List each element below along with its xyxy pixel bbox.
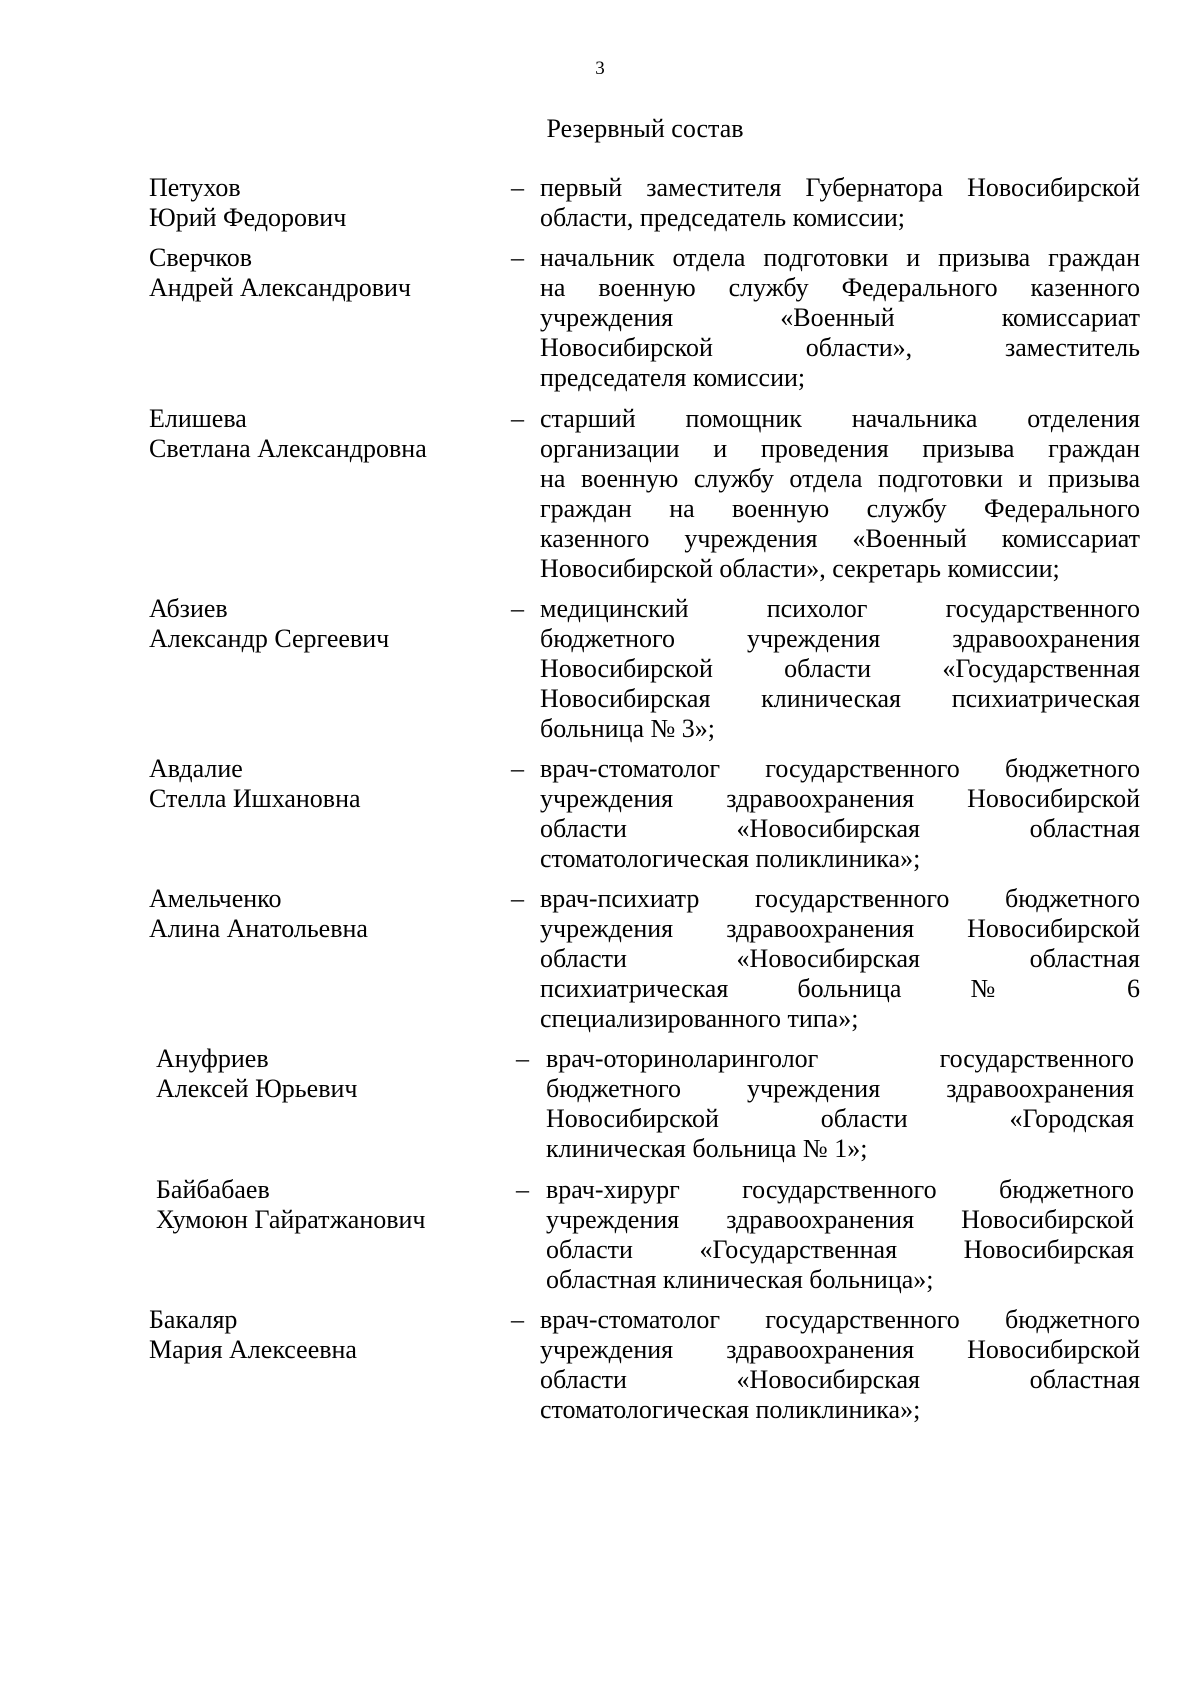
position-line: области «Новосибирская областная (540, 814, 1140, 843)
member-surname: Авдалие (149, 754, 243, 783)
member-entry (0, 884, 1200, 1033)
member-name (156, 1044, 496, 1104)
member-given-names: Алексей Юрьевич (156, 1074, 358, 1103)
member-position (546, 1175, 1134, 1295)
position-line: Новосибирской области», заместитель (540, 333, 1140, 362)
member-given-names: Светлана Александровна (149, 434, 427, 463)
member-entry (0, 243, 1200, 392)
position-line: организации и проведения призыва граждан (540, 434, 1140, 463)
member-given-names: Александр Сергеевич (149, 624, 390, 653)
member-name (149, 754, 489, 814)
section-title: Резервный состав (546, 114, 744, 143)
separator-dash: – (511, 243, 524, 272)
separator-dash: – (511, 594, 524, 623)
member-name (149, 243, 489, 303)
position-line: больница № 3»; (540, 714, 716, 743)
position-line: начальник отдела подготовки и призыва граждан (540, 243, 1140, 272)
member-surname: Ануфриев (156, 1044, 269, 1073)
member-entry (0, 404, 1200, 583)
member-entry (0, 1044, 1200, 1163)
position-line: психиатрическая больница № 6 (540, 974, 1140, 1003)
member-name (149, 1305, 489, 1365)
position-line: учреждения здравоохранения Новосибирской (540, 784, 1140, 813)
position-line: стоматологическая поликлиника»; (540, 844, 921, 873)
member-given-names: Мария Алексеевна (149, 1335, 357, 1364)
separator-dash: – (511, 884, 524, 913)
member-position (540, 594, 1140, 744)
position-line: на военную службу отдела подготовки и призыва (540, 464, 1140, 493)
member-name (149, 594, 489, 654)
member-entry (0, 1175, 1200, 1294)
member-name (149, 173, 489, 233)
position-line: граждан на военную службу Федерального (540, 494, 1140, 523)
member-entry (0, 754, 1200, 873)
member-surname: Абзиев (149, 594, 228, 623)
member-given-names: Стелла Ишхановна (149, 784, 361, 813)
member-surname: Амельченко (149, 884, 282, 913)
member-surname: Бакаляр (149, 1305, 238, 1334)
separator-dash: – (511, 754, 524, 783)
member-given-names: Хумоюн Гайратжанович (156, 1205, 426, 1234)
position-line: врач-хирург государственного бюджетного (546, 1175, 1134, 1204)
position-line: председателя комиссии; (540, 363, 806, 392)
page-number: 3 (595, 58, 605, 79)
position-line: области «Государственная Новосибирская (546, 1235, 1134, 1264)
member-position (546, 1044, 1134, 1164)
separator-dash: – (511, 1305, 524, 1334)
position-line: старший помощник начальника отделения (540, 404, 1140, 433)
position-line: первый заместителя Губернатора Новосибирской (540, 173, 1140, 202)
position-line: Новосибирской области «Городская (546, 1104, 1134, 1133)
member-position (540, 754, 1140, 874)
position-line: бюджетного учреждения здравоохранения (546, 1074, 1134, 1103)
position-line: области «Новосибирская областная (540, 1365, 1140, 1394)
member-given-names: Андрей Александрович (149, 273, 411, 302)
position-line: учреждения здравоохранения Новосибирской (546, 1205, 1134, 1234)
position-line: врач-оториноларинголог государственного (546, 1044, 1134, 1073)
member-surname: Петухов (149, 173, 241, 202)
position-line: областная клиническая больница»; (546, 1265, 934, 1294)
member-entry (0, 594, 1200, 743)
member-surname: Сверчков (149, 243, 253, 272)
member-position (540, 884, 1140, 1034)
member-position (540, 1305, 1140, 1425)
member-name (149, 884, 489, 944)
member-position (540, 173, 1140, 233)
position-line: медицинский психолог государственного (540, 594, 1140, 623)
member-surname: Байбабаев (156, 1175, 270, 1204)
separator-dash: – (511, 173, 524, 202)
position-line: области «Новосибирская областная (540, 944, 1140, 973)
member-entry (0, 173, 1200, 232)
member-given-names: Юрий Федорович (149, 203, 347, 232)
separator-dash: – (516, 1044, 529, 1073)
position-line: на военную службу Федерального казенного (540, 273, 1140, 302)
position-line: Новосибирской области», секретарь комиссии; (540, 554, 1060, 583)
member-position (540, 404, 1140, 584)
separator-dash: – (516, 1175, 529, 1204)
position-line: врач-стоматолог государственного бюджетного (540, 1305, 1140, 1334)
position-line: врач-психиатр государственного бюджетного (540, 884, 1140, 913)
member-position (540, 243, 1140, 393)
member-name (149, 404, 489, 464)
position-line: специализированного типа»; (540, 1004, 859, 1033)
member-name (156, 1175, 496, 1235)
member-entry (0, 1305, 1200, 1424)
position-line: врач-стоматолог государственного бюджетного (540, 754, 1140, 783)
position-line: учреждения здравоохранения Новосибирской (540, 914, 1140, 943)
member-surname: Елишева (149, 404, 247, 433)
member-given-names: Алина Анатольевна (149, 914, 368, 943)
position-line: бюджетного учреждения здравоохранения (540, 624, 1140, 653)
position-line: клиническая больница № 1»; (546, 1134, 868, 1163)
position-line: Новосибирской области «Государственная (540, 654, 1140, 683)
position-line: области, председатель комиссии; (540, 203, 905, 232)
position-line: Новосибирская клиническая психиатрическая (540, 684, 1140, 713)
position-line: учреждения «Военный комиссариат (540, 303, 1140, 332)
position-line: учреждения здравоохранения Новосибирской (540, 1335, 1140, 1364)
position-line: стоматологическая поликлиника»; (540, 1395, 921, 1424)
separator-dash: – (511, 404, 524, 433)
position-line: казенного учреждения «Военный комиссариат (540, 524, 1140, 553)
